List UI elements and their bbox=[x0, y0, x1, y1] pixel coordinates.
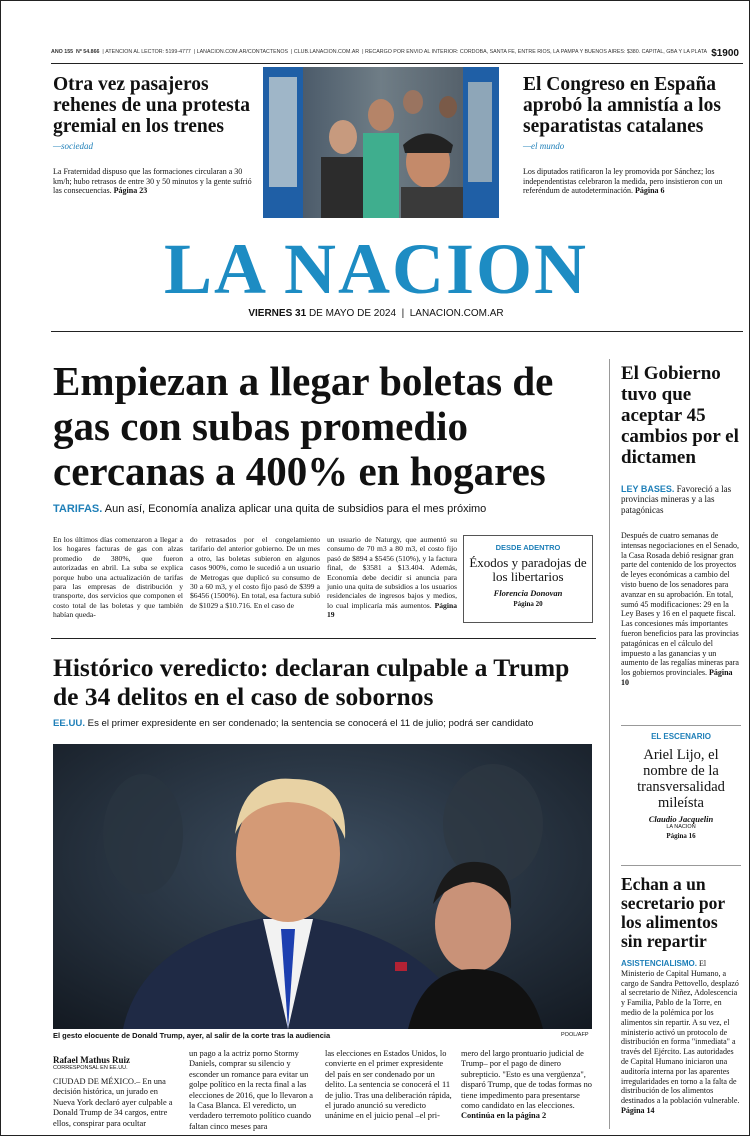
gobierno-kicker: LEY BASES. bbox=[621, 484, 675, 494]
escenario-divider bbox=[621, 865, 741, 866]
desde-adentro-title: Éxodos y paradojas de los libertarios bbox=[469, 555, 587, 584]
main-col-3-text: un usuario de Naturgy, que aumentó su consumo de 70 m3 a 80 m3, el costo fijo pasó de $894 a $5456 (510%), y la factura final, de $3581 a $13.404. Además, Economía debe decidir si anuncia para junio una quita de subsidios a los usuarios residenciales de ingresos bajos y medios, lo cual implicaría más aumentos. bbox=[327, 535, 457, 610]
alimentos-body bbox=[621, 959, 741, 1116]
teaser-left-body bbox=[53, 167, 255, 196]
cover-price: $1900 bbox=[711, 48, 739, 59]
teaser-right-page: Página 6 bbox=[634, 186, 665, 196]
desde-adentro-author: Florencia Donovan bbox=[493, 588, 563, 598]
date-day: VIERNES 31 bbox=[248, 308, 307, 319]
mid-divider bbox=[51, 638, 596, 639]
teaser-left-section[interactable]: —sociedad bbox=[53, 141, 93, 151]
gobierno-body-text: Después de cuatro semanas de intensas negociaciones en el Senado, la Casa Rosada debió resignar gran parte del contenido de los proyectos de leyes económicas a cambio del visto bueno de los senadores para avanzar en su aprobación. En total, sumó 45 modificaciones: 29 en la Ley Bases y 16 en el paquete fiscal. Las concesiones más importantes fueron beneficios para las provincias patagónicas en el cálculo del impuesto a las ganancias y un aumento de las regalías mineras para los gobiernos provinciales. bbox=[621, 531, 739, 678]
escenario-title: Ariel Lijo, el nombre de la transversalidad mileísta bbox=[637, 747, 725, 811]
trump-kicker: EE.UU. bbox=[53, 718, 85, 729]
trump-col-2: un pago a la actriz porno Stormy Daniels, comprar su silencio y esconder un romance para evitar un golpe político en la recta final a las elecciones de 2016, que lo llevaron a la Casa Blanca. El veredicto, un verdadero terremoto político cuando faltan cinco meses para bbox=[189, 1049, 313, 1131]
teaser-right-text: Los diputados ratificaron la ley promovida por Sánchez; los independentistas celebraron la medida, pero insistieron con un referéndum de autodeterminación. bbox=[523, 167, 723, 196]
gobierno-page: Página 10 bbox=[621, 668, 733, 687]
main-col-2: do retrasados por el congelamiento tarifario del anterior gobierno. De un mes a otro, las boletas subieron en algunos casos 900%, como le sucedió a un usuario de Metrogas que duplicó su consumo de 30 a 60 m3, y el costo fijo pasó de $399 a $6456 (1500%). En total, esa factura subió de $1029 a $10.716. En el caso de bbox=[190, 535, 320, 610]
escenario-box[interactable] bbox=[621, 725, 741, 860]
issue-number: Nº 54.866 bbox=[76, 49, 100, 55]
teaser-left-page: Página 23 bbox=[113, 186, 148, 196]
main-col-3-page: Página 19 bbox=[327, 600, 457, 620]
author-role: CORRESPONSAL EN EE.UU. bbox=[53, 1065, 128, 1071]
main-col-1: En los últimos días comenzaron a llegar a los hogares facturas de gas con alzas promedio de 380%, que fueron autorizadas en abril. La suba se explica porque hubo una actualización de tarifas para las empresas de distribución y transporte, dos servicios que componen el costo total de las boletas y que también habían queda- bbox=[53, 535, 183, 620]
year-label: AÑO 155 bbox=[51, 49, 74, 55]
club-link[interactable]: CLUB.LANACION.COM.AR bbox=[293, 49, 360, 55]
gobierno-body bbox=[621, 531, 741, 688]
main-kicker: TARIFAS. bbox=[53, 503, 103, 515]
sidebar-divider bbox=[609, 359, 610, 1129]
teaser-right-body bbox=[523, 167, 741, 196]
top-divider bbox=[51, 63, 743, 64]
main-col-3 bbox=[327, 535, 457, 620]
dateline: VIERNES 31 DE MAYO DE 2024 | LANACION.COM.AR bbox=[248, 308, 504, 319]
contact-link[interactable]: LANACION.COM.AR/CONTACTENOS bbox=[196, 49, 289, 55]
date-rest: DE MAYO DE 2024 bbox=[308, 308, 397, 319]
trump-col-3: las elecciones en Estados Unidos, lo convierte en el primer expresidente del país en ser condenado por un delito. La sentencia se conocerá el 11 de julio. Tras una deliberación rápida, el jurado anunció su veredicto unánime en el juicio penal –el pri- bbox=[325, 1049, 452, 1121]
desde-adentro-page: Página 20 bbox=[513, 600, 543, 608]
alimentos-body-text: El Ministerio de Capital Humano, a cargo de Sandra Pettovello, desplazó al secretario de Niñez, Adolescencia y Familia, Pablo de la Torre, en medio de la polémica por los alimentos sin repartir. A su vez, el ministerio activó un protocolo de distribución en forma "inmediata" a través del Ejército. Las autoridades de Capital Humano iniciaron una auditoría interna por las aparentes irregularidades en torno a la falta de distribución de los alimentos destinados a la población vulnerable. bbox=[621, 959, 740, 1106]
trump-col-4-cont[interactable]: Continúa en la página 2 bbox=[461, 1111, 547, 1121]
teaser-right-section[interactable]: —el mundo bbox=[523, 141, 565, 151]
teaser-left-headline[interactable]: Otra vez pasajeros rehenes de una protesta gremial en los trenes bbox=[53, 74, 250, 137]
teaser-left-text: La Fraternidad dispuso que las formaciones circularan a 30 km/h; hubo retrasos de entre 30 y 50 minutos y la gente sufrió las consecuencias. bbox=[53, 167, 252, 196]
photo-credit: POOL/AFP bbox=[561, 1032, 589, 1038]
escenario-page: Página 16 bbox=[666, 832, 696, 840]
train-passengers-photo bbox=[263, 67, 499, 218]
escenario-label: EL ESCENARIO bbox=[651, 732, 711, 741]
desde-adentro-label: DESDE ADENTRO bbox=[495, 543, 561, 552]
author-name: Rafael Mathus Ruiz bbox=[53, 1055, 130, 1065]
trump-col-4 bbox=[461, 1049, 593, 1122]
alimentos-kicker: ASISTENCIALISMO. bbox=[621, 959, 698, 968]
trump-col-4-text: mero del largo prontuario judicial de Trump– por el pago de dinero subrepticio. "Esto es una vergüenza", disparó Trump, que de todas formas no tiene impedimento para presentarse como candidato en las elecciones. bbox=[461, 1049, 592, 1111]
surcharge-note: RECARGO POR ENVÍO AL INTERIOR: CÓRDOBA, SANTA FE, ENTRE RÍOS, LA PAMPA Y BUENOS AIRES: $380. CAPITAL, GBA Y LA PLATA bbox=[365, 49, 708, 55]
teaser-right-headline[interactable]: El Congreso en España aprobó la amnistía a los separatistas catalanes bbox=[523, 74, 721, 137]
gobierno-headline[interactable]: El Gobierno tuvo que aceptar 45 cambios por el dictamen bbox=[621, 363, 739, 468]
site-link[interactable]: LANACION.COM.AR bbox=[409, 308, 504, 319]
trump-col-1: CIUDAD DE MÉXICO.– En una decisión histórica, un jurado en Nueva York declaró ayer culpable a Donald Trump de 34 cargos, entre ellos, conspirar para ocultar bbox=[53, 1077, 173, 1128]
masthead-logo[interactable]: LA NACION bbox=[163, 229, 589, 309]
main-subhead-text: Aun así, Economía analiza aplicar una quita de subsidios para el mes próximo bbox=[104, 503, 487, 515]
trump-subhead bbox=[53, 718, 601, 729]
escenario-author: Claudio Jacquelin bbox=[648, 814, 714, 824]
gobierno-kicker-line bbox=[621, 484, 741, 515]
alimentos-page: Página 14 bbox=[621, 1105, 655, 1115]
trump-subhead-text: Es el primer expresidente en ser condenado; la sentencia se conocerá el 11 de julio; podrá ser candidato bbox=[87, 718, 534, 729]
main-headline[interactable]: Empiezan a llegar boletas de gas con subas promedio cercanas a 400% en hogares bbox=[53, 358, 554, 494]
desde-adentro-box[interactable] bbox=[463, 535, 593, 623]
trump-caption: El gesto elocuente de Donald Trump, ayer, al salir de la corte tras la audiencia bbox=[53, 1031, 331, 1040]
gobierno-kicker-text: Favoreció a las provincias mineras y a las patagónicas bbox=[621, 484, 732, 515]
trump-byline bbox=[53, 1055, 181, 1071]
trump-headline[interactable]: Histórico veredicto: declaran culpable a Trump de 34 delitos en el caso de sobornos bbox=[53, 653, 570, 711]
main-subhead bbox=[53, 503, 613, 515]
trump-courthouse-photo bbox=[53, 744, 592, 1029]
masthead-divider bbox=[51, 331, 743, 332]
reader-attention: ATENCIÓN AL LECTOR: 5199-4777 bbox=[105, 49, 191, 55]
alimentos-headline[interactable]: Echan a un secretario por los alimentos sin repartir bbox=[621, 874, 725, 951]
top-info-bar: AÑO 155 Nº 54.866 | ATENCIÓN AL LECTOR: 5199-4777 | LANACION.COM.AR/CONTACTENOS | CLUB.LANACION.COM.AR | RECARGO POR ENVÍO AL INTERIOR: CÓRDOBA, SANTA FE, ENTRE RÍOS, LA PAMPA Y BUENOS AIRES: $380. CAPITAL, GBA Y LA PLATA bbox=[51, 49, 708, 55]
escenario-author-org: LA NACION bbox=[666, 824, 696, 830]
